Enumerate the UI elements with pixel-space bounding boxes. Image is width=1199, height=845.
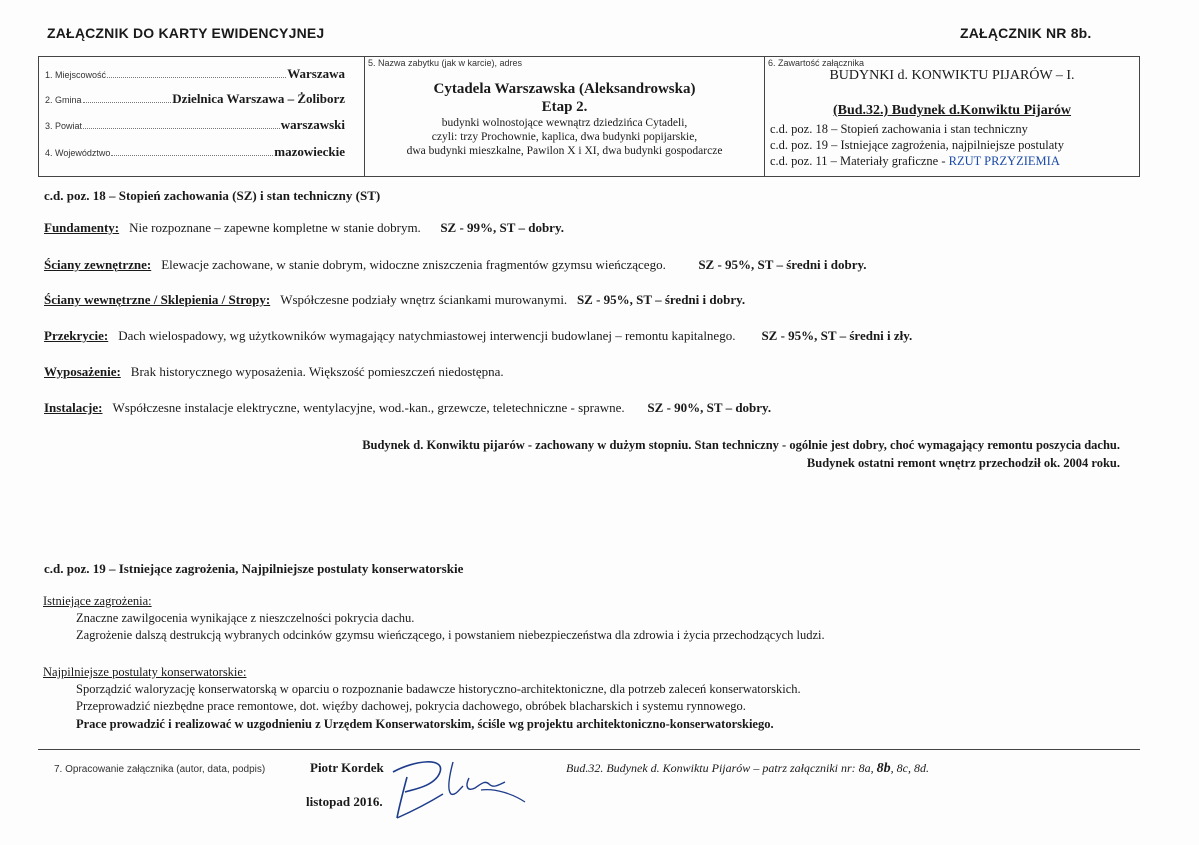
- postulates-label: Najpilniejsze postulaty konserwatorskie:: [43, 665, 247, 679]
- field-voivodeship: [45, 144, 345, 160]
- row-exterior-walls-rating: SZ - 95%, ST – średni i dobry.: [698, 257, 867, 272]
- monument-desc-1: budynki wolnostojące wewnątrz dziedzińca Cytadeli,: [441, 117, 688, 129]
- row-foundations-text: Nie rozpoznane – zapewne kompletne w stanie dobrym.: [129, 220, 421, 235]
- field-commune-value: Dzielnica Warszawa – Żoliborz: [172, 91, 345, 106]
- attachment-number: ZAŁĄCZNIK NR 8b.: [960, 25, 1092, 41]
- postulate-item: Sporządzić waloryzację konserwatorską w oparciu o rozpoznanie badawcze historyczno-architektoniczne, dla potrzeb zaleceń konserwatorskich.: [76, 682, 801, 696]
- threat-item: Zagrożenie dalszą destrukcją wybranych odcinków gzymsu wieńczącego, i powstaniem niebezpieczeństwa dla zdrowia i życia przechodzących ludzi.: [76, 628, 825, 642]
- monument-name: Cytadela Warszawska (Aleksandrowska): [433, 81, 696, 97]
- row-foundations-label: Fundamenty:: [44, 220, 120, 235]
- section18-summary: [40, 436, 1120, 472]
- row-interior-walls-rating: SZ - 95%, ST – średni i dobry.: [576, 292, 746, 307]
- signature-image: [385, 752, 535, 827]
- threats-label: Istniejące zagrożenia:: [43, 594, 152, 608]
- row-foundations-rating: SZ - 99%, ST – dobry.: [440, 220, 564, 235]
- row-interior-walls: [44, 292, 745, 308]
- summary-line-2: Budynek ostatni remont wnętrz przechodził ok. 2004 roku.: [806, 456, 1120, 470]
- contents-title: BUDYNKI d. KONWIKTU PIJARÓW – I.: [829, 68, 1075, 83]
- footer-note-prefix: Bud.32. Budynek d. Konwiktu Pijarów – patrz załączniki nr: 8a,: [566, 761, 877, 775]
- box6-label: 6. Zawartość załącznika: [768, 58, 865, 68]
- row-equipment-text: Brak historycznego wyposażenia. Większość pomieszczeń niedostępna.: [130, 364, 504, 379]
- contents-list: [770, 121, 1064, 169]
- contents-subtitle: (Bud.32.) Budynek d.Konwiktu Pijarów: [832, 103, 1072, 118]
- field-county-label: 3. Powiat: [45, 121, 83, 131]
- row-installations-text: Współczesne instalacje elektryczne, wentylacyjne, wod.-kan., grzewcze, teletechniczne - sprawne.: [112, 400, 625, 415]
- field-locality: [45, 66, 345, 82]
- field-voivodeship-value: mazowieckie: [274, 144, 345, 159]
- row-roofing-rating: SZ - 95%, ST – średni i zły.: [761, 328, 913, 343]
- footer-author: Piotr Kordek: [310, 760, 384, 775]
- section19-heading: c.d. poz. 19 – Istniejące zagrożenia, Najpilniejsze postulaty konserwatorskie: [44, 561, 464, 576]
- footer-note-bold: 8b: [876, 761, 891, 776]
- row-interior-walls-text: Współczesne podziały wnętrz ściankami murowanymi.: [280, 292, 568, 307]
- row-roofing-label: Przekrycie:: [44, 328, 109, 343]
- document-title: ZAŁĄCZNIK DO KARTY EWIDENCYJNEJ: [47, 25, 325, 41]
- field-commune: [45, 91, 345, 107]
- row-interior-walls-label: Ściany wewnętrzne / Sklepienia / Stropy:: [44, 292, 271, 307]
- row-exterior-walls-label: Ściany zewnętrzne:: [44, 257, 152, 272]
- contents-item-11-highlight: RZUT PRZYZIEMIA: [948, 154, 1060, 168]
- footer-note-suffix: , 8c, 8d.: [890, 761, 929, 775]
- row-exterior-walls: [44, 257, 867, 273]
- footer-divider: [38, 749, 1140, 750]
- row-installations-rating: SZ - 90%, ST – dobry.: [647, 400, 772, 415]
- row-exterior-walls-text: Elewacje zachowane, w stanie dobrym, widoczne zniszczenia fragmentów gzymsu wieńczącego.: [161, 257, 666, 272]
- postulate-item: Przeprowadzić niezbędne prace remontowe, dot. więźby dachowej, pokrycia dachowego, obróbek blacharskich i systemu rynnowego.: [76, 699, 746, 713]
- footer-note: [566, 761, 929, 777]
- monument-stage: Etap 2.: [541, 99, 588, 115]
- postulate-item: Prace prowadzić i realizować w uzgodnieniu z Urzędem Konserwatorskim, ściśle wg projektu architektoniczno-konserwatorskiego.: [76, 717, 774, 731]
- threat-item: Znaczne zawilgocenia wynikające z nieszczelności pokrycia dachu.: [76, 611, 415, 625]
- row-equipment: [44, 364, 504, 380]
- field-locality-label: 1. Miejscowość: [45, 70, 107, 80]
- field-voivodeship-label: 4. Województwo: [45, 148, 111, 158]
- contents-item-18: c.d. poz. 18 – Stopień zachowania i stan techniczny: [770, 122, 1028, 136]
- contents-item-11-text: c.d. poz. 11 – Materiały graficzne -: [770, 154, 949, 168]
- row-installations: [44, 400, 771, 416]
- box5-label: 5. Nazwa zabytku (jak w karcie), adres: [368, 58, 523, 68]
- row-equipment-label: Wyposażenie:: [44, 364, 121, 379]
- row-roofing-text: Dach wielospadowy, wg użytkowników wymagający natychmiastowej interwencji budowlanej – remontu kapitalnego.: [118, 328, 736, 343]
- monument-name-block: [365, 80, 764, 158]
- row-roofing: [44, 328, 912, 344]
- monument-desc-2: czyli: trzy Prochownie, kaplica, dwa budynki popijarskie,: [431, 131, 698, 143]
- contents-item-19: c.d. poz. 19 – Istniejące zagrożenia, najpilniejsze postulaty: [770, 138, 1064, 152]
- contents-item-11: [770, 153, 1064, 169]
- footer-date: listopad 2016.: [306, 794, 383, 809]
- section18-heading: c.d. poz. 18 – Stopień zachowania (SZ) i stan techniczny (ST): [44, 188, 381, 203]
- field-locality-value: Warszawa: [287, 66, 345, 81]
- row-foundations: [44, 220, 564, 236]
- summary-line-1: Budynek d. Konwiktu pijarów - zachowany w dużym stopniu. Stan techniczny - ogólnie jest dobry, choć wymagający remontu poszycia dachu.: [362, 438, 1120, 452]
- monument-desc-3: dwa budynki mieszkalne, Pawilon X i XI, dwa budynki gospodarcze: [406, 145, 723, 157]
- field-commune-label: 2. Gmina: [45, 95, 82, 105]
- field-county-value: warszawski: [280, 117, 345, 132]
- footer-label: 7. Opracowanie załącznika (autor, data, podpis): [54, 764, 266, 775]
- field-county: [45, 117, 345, 133]
- row-installations-label: Instalacje:: [44, 400, 103, 415]
